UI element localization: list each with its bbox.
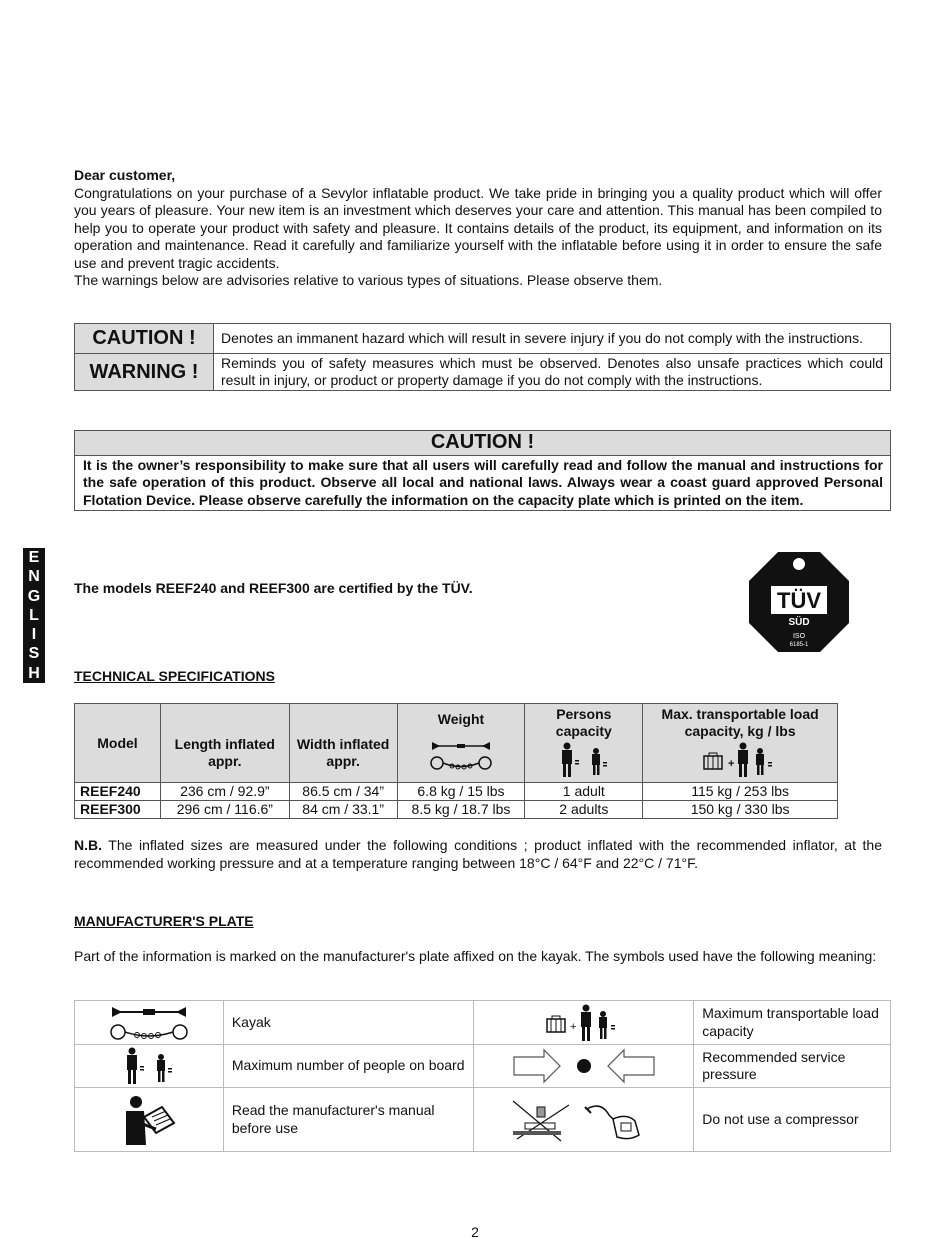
legend-row: [75, 324, 891, 354]
specs-table: [74, 703, 838, 819]
kayak-icon: [430, 738, 492, 772]
plate-kayak-cell: [75, 1001, 224, 1045]
header-weight-label: Weight: [437, 711, 485, 727]
plate-symbols-table: [74, 1000, 891, 1152]
cell-persons: 1 adult: [525, 783, 643, 801]
plate-row: [75, 1088, 891, 1152]
caution-box-title: CAUTION !: [75, 431, 890, 456]
language-letter: S: [28, 645, 40, 663]
plate-people-label: Maximum number of people on board: [223, 1045, 474, 1088]
nb-note: [74, 837, 882, 872]
greeting: Dear customer,: [74, 167, 176, 183]
cell-model: REEF240: [75, 783, 161, 801]
cell-model: REEF300: [75, 801, 161, 819]
cell-width: 86.5 cm / 34”: [289, 783, 397, 801]
read-manual-icon: [122, 1093, 176, 1147]
plate-compressor-cell: [474, 1088, 694, 1152]
language-letter: H: [28, 664, 40, 682]
intro-paragraph-2: The warnings below are advisories relative to various types of situations. Please observe them.: [74, 272, 663, 288]
header-persons: [525, 704, 643, 783]
header-persons-label: Persons capacity: [555, 706, 612, 739]
intro-paragraph: Congratulations on your purchase of a Sevylor inflatable product. We take pride in bringing you a quality product which will offer you years of pleasure. Your new item is an investment which deserves your care and attention. This manual has been compiled to help you to operate your product with safety and pleasure. It contains details of the product, its equipment, and information on its operation and maintenance. Read it carefully and familiarize yourself with the inflatable before using it in order to ensure the safe use and prevent tragic accidents.: [74, 184, 882, 271]
warning-legend-table: [74, 323, 891, 391]
plate-kayak-label: Kayak: [223, 1001, 474, 1045]
page-number: 2: [471, 1224, 479, 1240]
plate-row: [75, 1001, 891, 1045]
plate-people-cell: [75, 1045, 224, 1088]
cell-load: 150 kg / 330 lbs: [643, 801, 838, 819]
specs-header-row: [75, 704, 838, 783]
no-compressor-icon: [509, 1093, 659, 1147]
plate-intro: Part of the information is marked on the manufacturer's plate affixed on the kayak. The symbols used have the following meaning:: [74, 948, 877, 964]
plate-load-label: Maximum transportable load capacity: [694, 1001, 891, 1045]
header-length: Length inflated appr.: [160, 704, 289, 783]
plate-pressure-cell: [474, 1045, 694, 1088]
intro-section: [74, 167, 882, 290]
header-load: [643, 704, 838, 783]
plate-compressor-label: Do not use a compressor: [694, 1088, 891, 1152]
plate-row: [75, 1045, 891, 1088]
caution-label: CAUTION !: [75, 324, 214, 354]
language-letter: G: [27, 587, 41, 605]
tuv-logo-sub: SÜD: [788, 617, 810, 628]
cell-length: 236 cm / 92.9”: [160, 783, 289, 801]
table-row: [75, 801, 838, 819]
language-letter: I: [31, 626, 37, 644]
tuv-logo-iso-number: 6185-1: [789, 642, 809, 648]
cell-length: 296 cm / 116.6”: [160, 801, 289, 819]
cell-weight: 6.8 kg / 15 lbs: [397, 783, 525, 801]
load-capacity-icon: [543, 1004, 625, 1042]
language-tab: [23, 548, 45, 683]
caution-box: [74, 430, 891, 511]
cell-weight: 8.5 kg / 18.7 lbs: [397, 801, 525, 819]
nb-text: The inflated sizes are measured under the following conditions ; product inflated with the recommended inflator, at the recommended working pressure and at a temperature ranging between 18°C / 64°F and 22°C / 71°F.: [74, 837, 882, 871]
specs-heading: TECHNICAL SPECIFICATIONS: [74, 668, 275, 684]
plate-load-cell: [474, 1001, 694, 1045]
plate-heading: MANUFACTURER'S PLATE: [74, 913, 254, 929]
language-letter: E: [28, 549, 40, 566]
certification-text: The models REEF240 and REEF300 are certified by the TÜV.: [74, 580, 473, 596]
language-letter: L: [29, 606, 39, 624]
cell-persons: 2 adults: [525, 801, 643, 819]
header-load-label: Max. transportable load capacity, kg / lbs: [661, 706, 819, 739]
table-row: [75, 783, 838, 801]
header-width: Width inflated appr.: [289, 704, 397, 783]
header-model: Model: [75, 704, 161, 783]
people-capacity-icon: [118, 1047, 180, 1085]
language-letter: N: [28, 568, 40, 586]
cell-load: 115 kg / 253 lbs: [643, 783, 838, 801]
plate-pressure-label: Recommended service pressure: [694, 1045, 891, 1088]
pressure-icon: [512, 1048, 656, 1084]
warning-label: WARNING !: [75, 354, 214, 391]
legend-row: [75, 354, 891, 391]
kayak-icon: [109, 1004, 189, 1042]
caution-box-text: It is the owner’s responsibility to make sure that all users will carefully read and follow the manual and instructions for the safe operation of this product. Observe all local and national laws. Always wear a coast guard approved Personal Flotation Device. Please observe carefully the information on the capacity plate which is printed on the item.: [83, 456, 883, 508]
plate-manual-cell: [75, 1088, 224, 1152]
caution-description: Denotes an immanent hazard which will result in severe injury if you do not comply with the instructions.: [214, 324, 891, 354]
load-capacity-icon: [700, 742, 780, 778]
svg-text:+: +: [728, 758, 735, 770]
tuv-logo-iso: ISO: [792, 633, 806, 640]
plate-manual-label: Read the manufacturer's manual before use: [223, 1088, 474, 1152]
warning-description: Reminds you of safety measures which must be observed. Denotes also unsafe practices which could result in injury, or product or property damage if you do not comply with the instructions.: [214, 354, 891, 391]
tuv-logo-main: TÜV: [777, 588, 821, 613]
tuv-logo: [749, 552, 849, 652]
header-weight: [397, 704, 525, 783]
cell-width: 84 cm / 33.1”: [289, 801, 397, 819]
nb-label: N.B.: [74, 837, 102, 853]
people-capacity-icon: [553, 742, 615, 778]
svg-text:+: +: [569, 1020, 577, 1033]
